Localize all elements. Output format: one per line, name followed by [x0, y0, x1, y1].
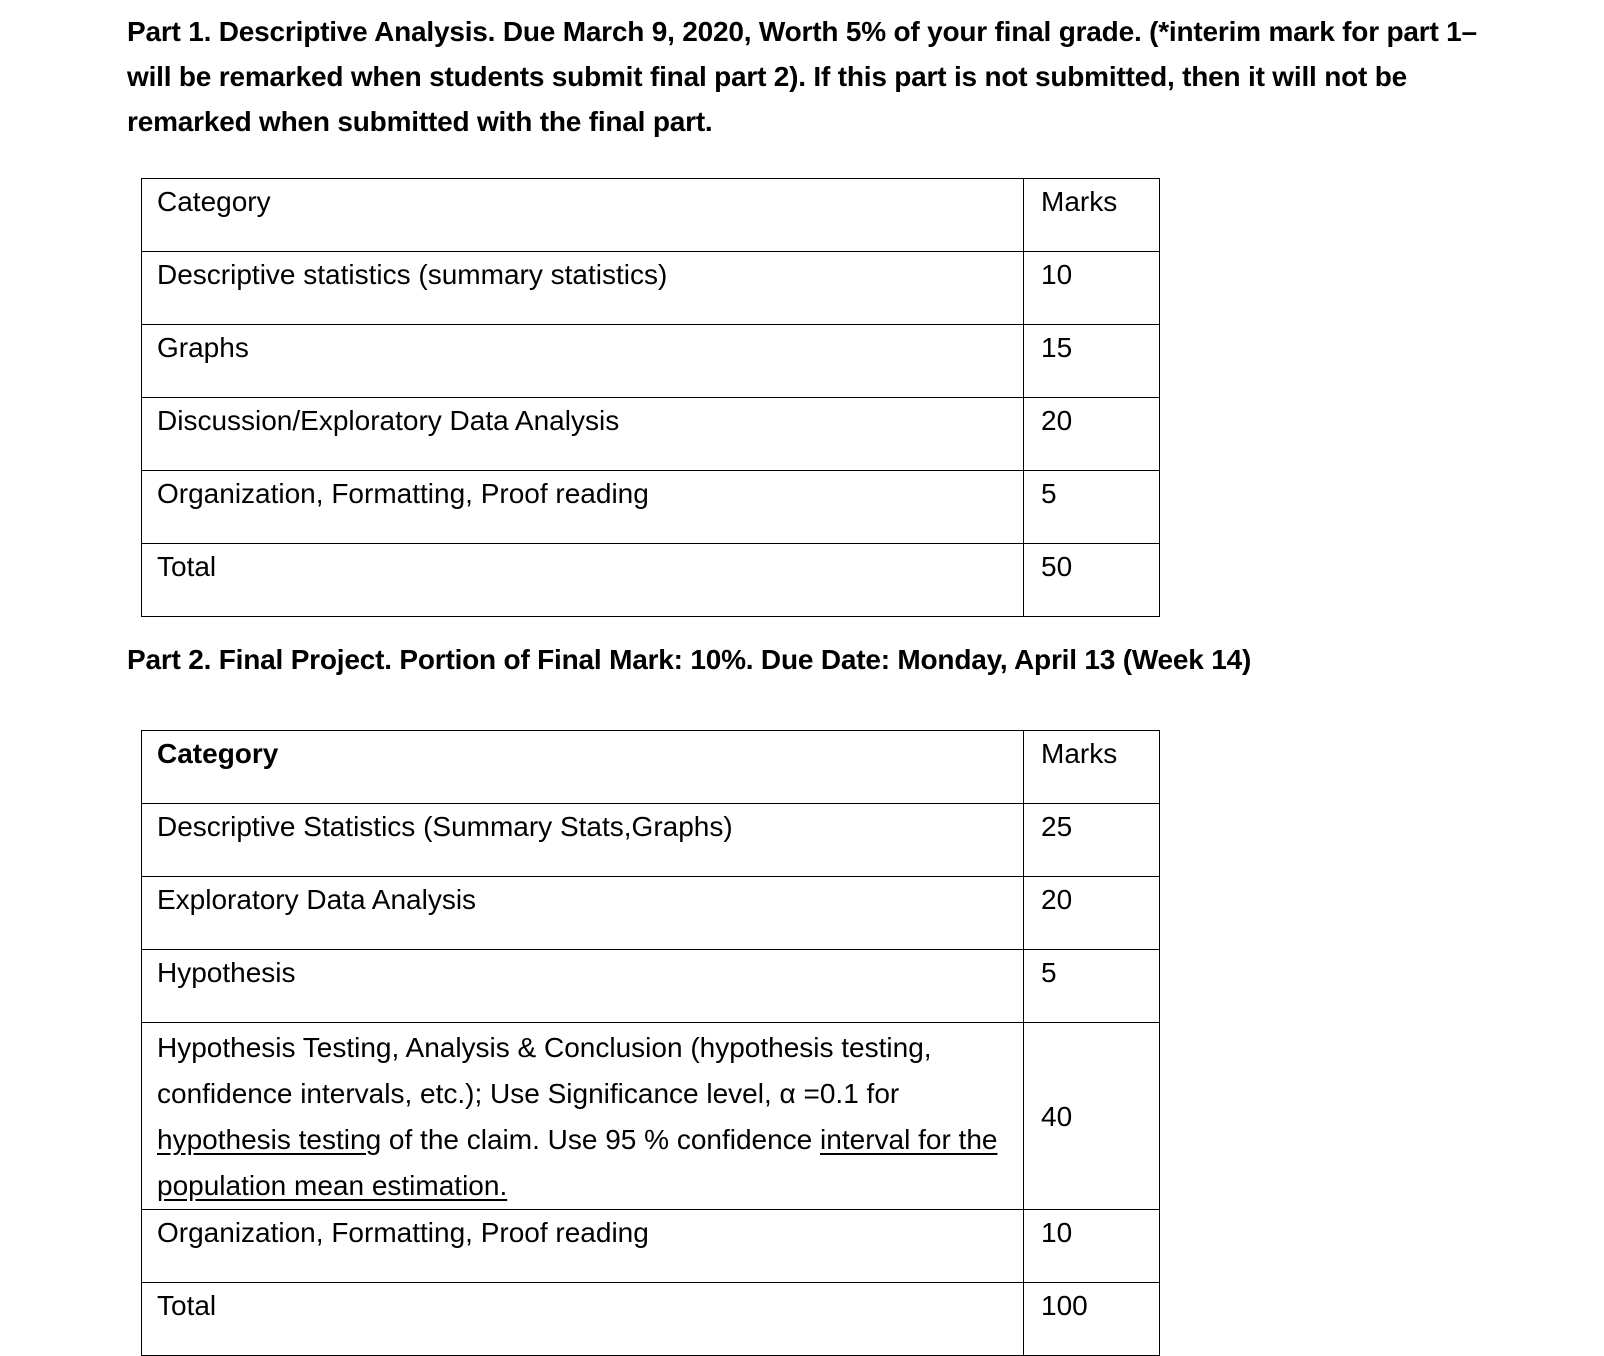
category-text: of the claim. Use 95 % confidence: [381, 1124, 821, 1155]
marks-cell: 5: [1024, 471, 1160, 544]
table-row: [142, 1023, 1160, 1210]
category-cell: Discussion/Exploratory Data Analysis: [142, 398, 1024, 471]
table-row: [142, 252, 1160, 325]
category-cell: Organization, Formatting, Proof reading: [142, 1210, 1024, 1283]
marks-cell: 40: [1024, 1023, 1160, 1210]
total-marks: 100: [1024, 1283, 1160, 1356]
table-row: [142, 398, 1160, 471]
category-header: Category: [142, 731, 1024, 804]
total-label: Total: [142, 544, 1024, 617]
table-row: [142, 471, 1160, 544]
category-text: Hypothesis Testing, Analysis & Conclusion (hypothesis testing, confidence intervals, etc.); Use Significance level, α =0.1 for: [157, 1032, 932, 1109]
category-cell: Graphs: [142, 325, 1024, 398]
marks-cell: 5: [1024, 950, 1160, 1023]
marks-cell: 25: [1024, 804, 1160, 877]
category-cell: [142, 1023, 1024, 1210]
category-cell: Descriptive Statistics (Summary Stats,Graphs): [142, 804, 1024, 877]
table-header-row: [142, 179, 1160, 252]
table-row: [142, 877, 1160, 950]
marks-header: Marks: [1024, 179, 1160, 252]
category-cell: Exploratory Data Analysis: [142, 877, 1024, 950]
marks-header: Marks: [1024, 731, 1160, 804]
marks-cell: 15: [1024, 325, 1160, 398]
table-total-row: [142, 544, 1160, 617]
underlined-text: interval for the population mean estimation.: [157, 1124, 998, 1201]
total-marks: 50: [1024, 544, 1160, 617]
table-header-row: [142, 731, 1160, 804]
category-cell: Descriptive statistics (summary statistics): [142, 252, 1024, 325]
table-total-row: [142, 1283, 1160, 1356]
table-row: [142, 325, 1160, 398]
part2-heading: Part 2. Final Project. Portion of Final Mark: 10%. Due Date: Monday, April 13 (Week 14): [127, 644, 1252, 675]
category-header: Category: [142, 179, 1024, 252]
marks-cell: 10: [1024, 1210, 1160, 1283]
table-row: [142, 1210, 1160, 1283]
table-row: [142, 804, 1160, 877]
marks-cell: 10: [1024, 252, 1160, 325]
category-cell: Hypothesis: [142, 950, 1024, 1023]
category-cell: Organization, Formatting, Proof reading: [142, 471, 1024, 544]
marks-cell: 20: [1024, 398, 1160, 471]
table-row: [142, 950, 1160, 1023]
total-label: Total: [142, 1283, 1024, 1356]
marks-cell: 20: [1024, 877, 1160, 950]
underlined-text: hypothesis testing: [157, 1124, 382, 1155]
part2-rubric-table: [141, 730, 1160, 1356]
part1-rubric-table: [141, 178, 1160, 617]
part1-heading: Part 1. Descriptive Analysis. Due March 9, 2020, Worth 5% of your final grade. (*interim mark for part 1– will be remarked when students submit final part 2). If this part is not submitted, then it will not be remarked when submitted with the final part.: [127, 16, 1477, 137]
